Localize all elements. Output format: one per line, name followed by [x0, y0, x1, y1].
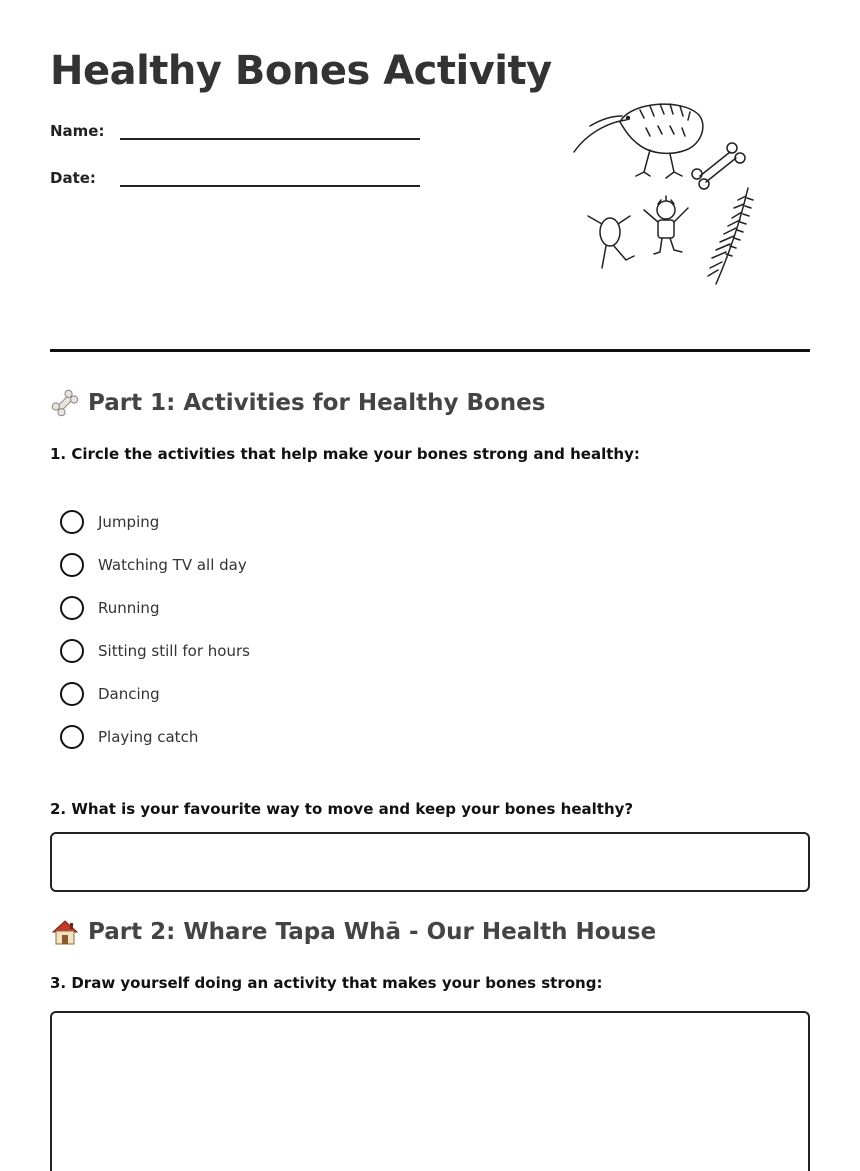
option-circle[interactable] — [60, 596, 84, 620]
date-input-line[interactable] — [120, 167, 420, 187]
header-divider — [50, 349, 810, 352]
option-circle[interactable] — [60, 553, 84, 577]
option-sitting-still[interactable] — [60, 629, 250, 672]
name-input-line[interactable] — [120, 120, 420, 140]
name-label: Name: — [50, 122, 105, 140]
part1-title-text: Part 1: Activities for Healthy Bones — [88, 390, 546, 416]
part2-title — [50, 917, 656, 947]
part1-title — [50, 388, 545, 418]
drawing-box-question-3[interactable] — [50, 1011, 810, 1171]
option-running[interactable] — [60, 586, 159, 629]
worksheet — [50, 0, 810, 1161]
answer-box-question-2[interactable] — [50, 832, 810, 892]
option-label: Watching TV all day — [98, 555, 247, 574]
fern-icon — [708, 188, 753, 284]
page-title: Healthy Bones Activity — [50, 48, 552, 94]
option-jumping[interactable] — [60, 500, 159, 543]
option-circle[interactable] — [60, 682, 84, 706]
date-label: Date: — [50, 169, 96, 187]
child-jumping-icon — [588, 216, 634, 268]
date-field-row — [50, 167, 420, 187]
question-3: 3. Draw yourself doing an activity that makes your bones strong: — [50, 974, 603, 992]
name-field-row — [50, 120, 420, 140]
option-circle[interactable] — [60, 725, 84, 749]
question-2: 2. What is your favourite way to move and keep your bones healthy? — [50, 800, 634, 818]
house-icon — [50, 917, 80, 947]
option-label: Sitting still for hours — [98, 641, 250, 660]
option-circle[interactable] — [60, 639, 84, 663]
option-label: Dancing — [98, 684, 160, 703]
option-playing-catch[interactable] — [60, 715, 198, 758]
option-dancing[interactable] — [60, 672, 160, 715]
bone-icon — [692, 143, 745, 189]
option-label: Running — [98, 598, 160, 617]
question-1: 1. Circle the activities that help make your bones strong and healthy: — [50, 445, 640, 463]
option-circle[interactable] — [60, 510, 84, 534]
option-label: Jumping — [98, 512, 160, 531]
kiwi-bone-children-illustration — [570, 92, 770, 292]
option-label: Playing catch — [98, 727, 199, 746]
option-watching-tv[interactable] — [60, 543, 247, 586]
part2-title-text: Part 2: Whare Tapa Whā - Our Health House — [88, 919, 657, 945]
child-cheering-icon — [644, 196, 688, 254]
bone-icon — [50, 388, 80, 418]
